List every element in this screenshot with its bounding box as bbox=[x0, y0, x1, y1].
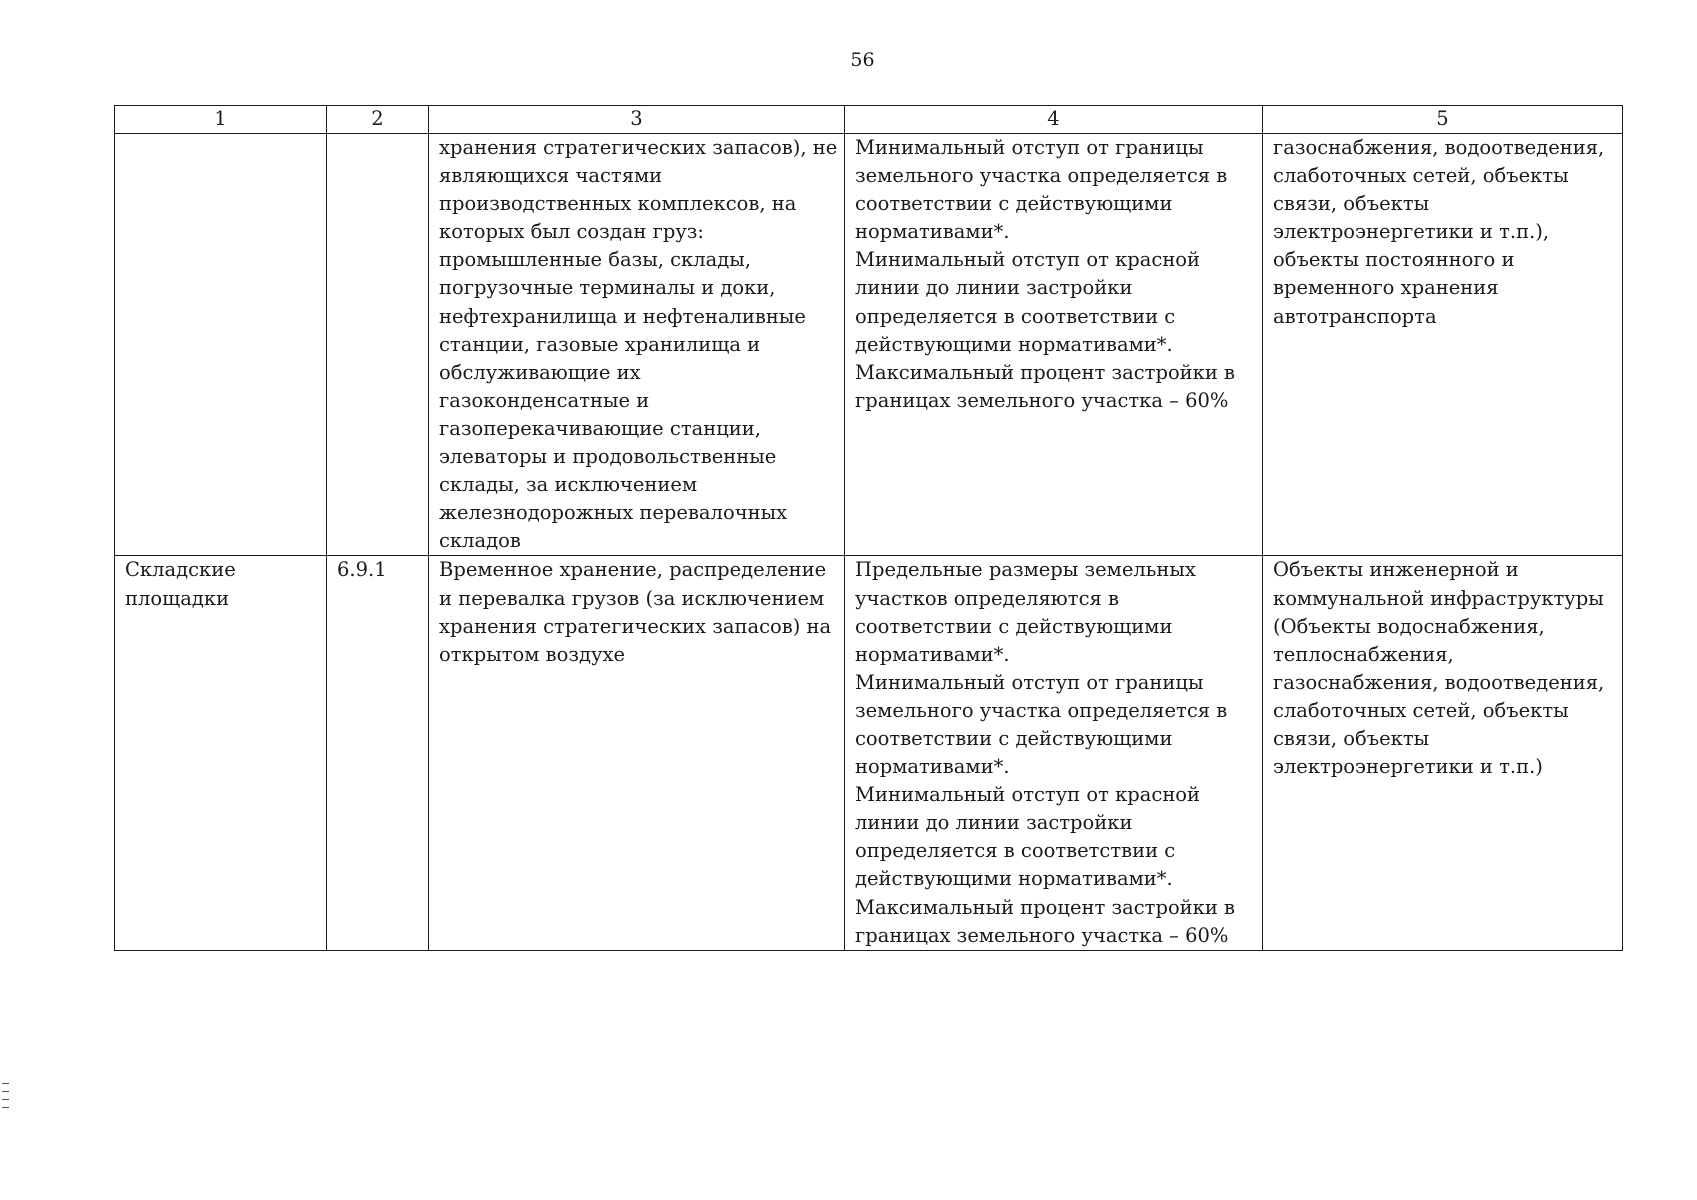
description-line: которых был создан груз: bbox=[439, 220, 705, 244]
auxiliary-uses-line: временного хранения bbox=[1273, 276, 1499, 300]
description-line: нефтехранилища и нефтеналивные bbox=[439, 304, 806, 328]
description-line: склады, за исключением bbox=[439, 473, 698, 497]
parameters-line: Максимальный процент застройки в bbox=[855, 895, 1236, 919]
description-line: и перевалка грузов (за исключением bbox=[439, 586, 825, 610]
column-header-5: 5 bbox=[1263, 106, 1623, 134]
description-line: хранения стратегических запасов) на bbox=[439, 614, 832, 638]
table-cell bbox=[1263, 134, 1623, 556]
page-number: 56 bbox=[850, 49, 875, 71]
description-line: газоконденсатные и bbox=[439, 388, 650, 412]
auxiliary-uses-line: Объекты инженерной и bbox=[1273, 558, 1519, 582]
description-line: являющихся частями bbox=[439, 164, 663, 188]
parameters-line: Минимальный отступ от красной bbox=[855, 248, 1201, 272]
use-type-line: Складские bbox=[125, 558, 236, 582]
description-line: промышленные базы, склады, bbox=[439, 248, 751, 272]
use-type-line: площадки bbox=[125, 586, 230, 610]
description-line: хранения стратегических запасов), не bbox=[439, 136, 838, 159]
parameters-line: действующими нормативами*. bbox=[855, 867, 1173, 891]
auxiliary-uses-line: коммунальной инфраструктуры bbox=[1273, 586, 1604, 610]
parameters-line: определяется в соответствии с bbox=[855, 304, 1176, 328]
description-line: Временное хранение, распределение bbox=[439, 558, 827, 582]
auxiliary-uses-line: теплоснабжения, bbox=[1273, 642, 1454, 666]
parameters-line: линии до линии застройки bbox=[855, 811, 1133, 835]
parameters-line: нормативами*. bbox=[855, 220, 1010, 244]
auxiliary-uses-line: газоснабжения, водоотведения, bbox=[1273, 670, 1605, 694]
column-header-1: 1 bbox=[115, 106, 327, 134]
parameters-line: соответствии с действующими bbox=[855, 726, 1173, 750]
parameters-line: участков определяются в bbox=[855, 586, 1119, 610]
description-line: газоперекачивающие станции, bbox=[439, 416, 761, 440]
parameters-line: границах земельного участка – 60% bbox=[855, 923, 1229, 947]
zoning-table bbox=[114, 105, 1623, 951]
auxiliary-uses-line: газоснабжения, водоотведения, bbox=[1273, 136, 1605, 159]
parameters-line: соответствии с действующими bbox=[855, 192, 1173, 216]
auxiliary-uses-line: электроэнергетики и т.п.) bbox=[1273, 755, 1543, 779]
description-line: станции, газовые хранилища и bbox=[439, 332, 761, 356]
description-line: погрузочные терминалы и доки, bbox=[439, 276, 776, 300]
auxiliary-uses-line: связи, объекты bbox=[1273, 726, 1430, 750]
column-header-2: 2 bbox=[327, 106, 429, 134]
parameters-line: нормативами*. bbox=[855, 642, 1010, 666]
code-line: 6.9.1 bbox=[337, 558, 387, 582]
parameters-line: соответствии с действующими bbox=[855, 614, 1173, 638]
auxiliary-uses-line: слаботочных сетей, объекты bbox=[1273, 164, 1569, 188]
parameters-line: линии до линии застройки bbox=[855, 276, 1133, 300]
description-line: складов bbox=[439, 529, 521, 553]
parameters-line: Минимальный отступ от границы bbox=[855, 136, 1204, 159]
table-cell bbox=[429, 134, 845, 556]
description-line: железнодорожных перевалочных bbox=[439, 501, 788, 525]
table-row bbox=[115, 134, 1623, 556]
table-cell bbox=[115, 556, 327, 950]
parameters-line: Минимальный отступ от границы bbox=[855, 670, 1204, 694]
parameters-line: Минимальный отступ от красной bbox=[855, 783, 1201, 807]
auxiliary-uses-line: автотранспорта bbox=[1273, 304, 1437, 328]
parameters-line: земельного участка определяется в bbox=[855, 698, 1228, 722]
scan-mark bbox=[2, 1107, 9, 1108]
description-line: открытом воздухе bbox=[439, 642, 625, 666]
column-header-4: 4 bbox=[845, 106, 1263, 134]
parameters-line: определяется в соответствии с bbox=[855, 839, 1176, 863]
scan-mark bbox=[2, 1091, 9, 1092]
auxiliary-uses-line: объекты постоянного и bbox=[1273, 248, 1515, 272]
table-cell bbox=[327, 556, 429, 950]
parameters-line: нормативами*. bbox=[855, 755, 1010, 779]
table-cell bbox=[429, 556, 845, 950]
description-line: элеваторы и продовольственные bbox=[439, 445, 777, 469]
description-line: обслуживающие их bbox=[439, 360, 641, 384]
auxiliary-uses-line: связи, объекты bbox=[1273, 192, 1430, 216]
table-cell bbox=[327, 134, 429, 556]
parameters-line: Максимальный процент застройки в bbox=[855, 360, 1236, 384]
auxiliary-uses-line: слаботочных сетей, объекты bbox=[1273, 698, 1569, 722]
column-header-3: 3 bbox=[429, 106, 845, 134]
table-cell bbox=[845, 556, 1263, 950]
table-row bbox=[115, 556, 1623, 950]
description-line: производственных комплексов, на bbox=[439, 192, 797, 216]
auxiliary-uses-line: электроэнергетики и т.п.), bbox=[1273, 220, 1550, 244]
scan-mark bbox=[2, 1099, 9, 1100]
parameters-line: границах земельного участка – 60% bbox=[855, 388, 1229, 412]
parameters-line: действующими нормативами*. bbox=[855, 332, 1173, 356]
table-cell bbox=[115, 134, 327, 556]
parameters-line: земельного участка определяется в bbox=[855, 164, 1228, 188]
parameters-line: Предельные размеры земельных bbox=[855, 558, 1196, 582]
auxiliary-uses-line: (Объекты водоснабжения, bbox=[1273, 614, 1545, 638]
table-cell bbox=[845, 134, 1263, 556]
table-cell bbox=[1263, 556, 1623, 950]
table-header-row bbox=[115, 106, 1623, 134]
scan-mark bbox=[2, 1083, 9, 1084]
